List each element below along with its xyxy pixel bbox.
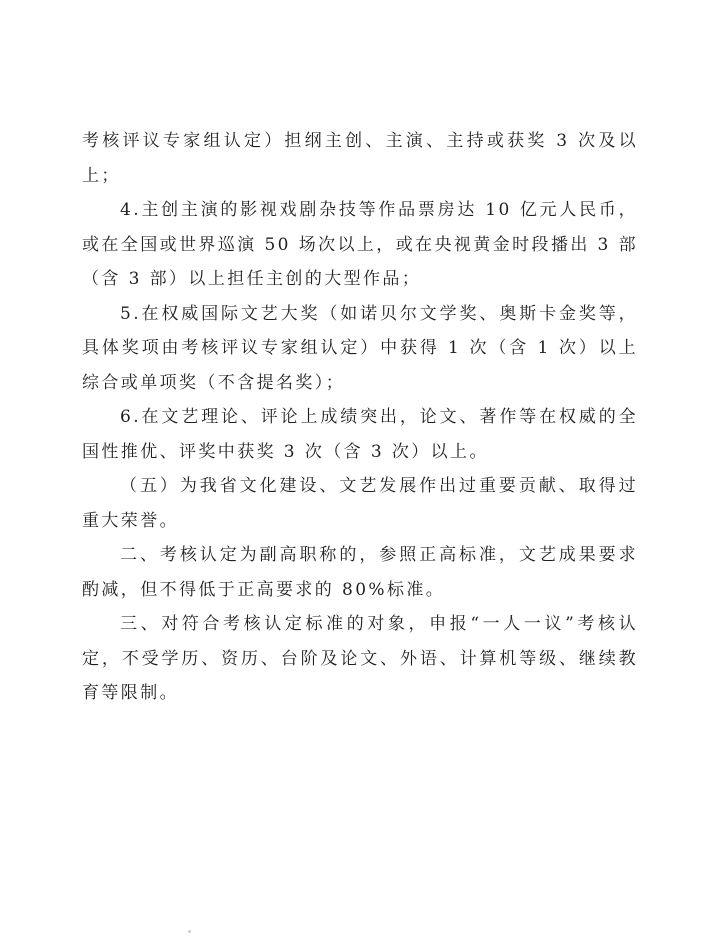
- document-body: [82, 124, 638, 711]
- paragraph-section-3: 三、对符合考核认定标准的对象，申报“一人一议”考核认定，不受学历、资历、台阶及论文、外语、计算机等级、继续教育等限制。: [82, 614, 638, 703]
- scan-speck: [188, 930, 191, 933]
- paragraph-continuation: 考核评议专家组认定）担纲主创、主演、主持或获奖 3 次及以上；: [82, 131, 638, 186]
- paragraph-item-6: 6.在文艺理论、评论上成绩突出，论文、著作等在权威的全国性推优、评奖中获奖 3 次（含 3 次）以上。: [82, 407, 638, 462]
- paragraph-item-five: （五）为我省文化建设、文艺发展作出过重要贡献、取得过重大荣誉。: [82, 476, 638, 531]
- paragraph-section-2: 二、考核认定为副高职称的，参照正高标准，文艺成果要求酌减，但不得低于正高要求的 80%标准。: [82, 545, 638, 600]
- paragraph-item-5: 5.在权威国际文艺大奖（如诺贝尔文学奖、奥斯卡金奖等，具体奖项由考核评议专家组认定）中获得 1 次（含 1 次）以上综合或单项奖（不含提名奖）；: [82, 303, 638, 393]
- paragraph-item-4: 4.主创主演的影视戏剧杂技等作品票房达 10 亿元人民币，或在全国或世界巡演 50 场次以上，或在央视黄金时段播出 3 部（含 3 部）以上担任主创的大型作品；: [82, 200, 638, 289]
